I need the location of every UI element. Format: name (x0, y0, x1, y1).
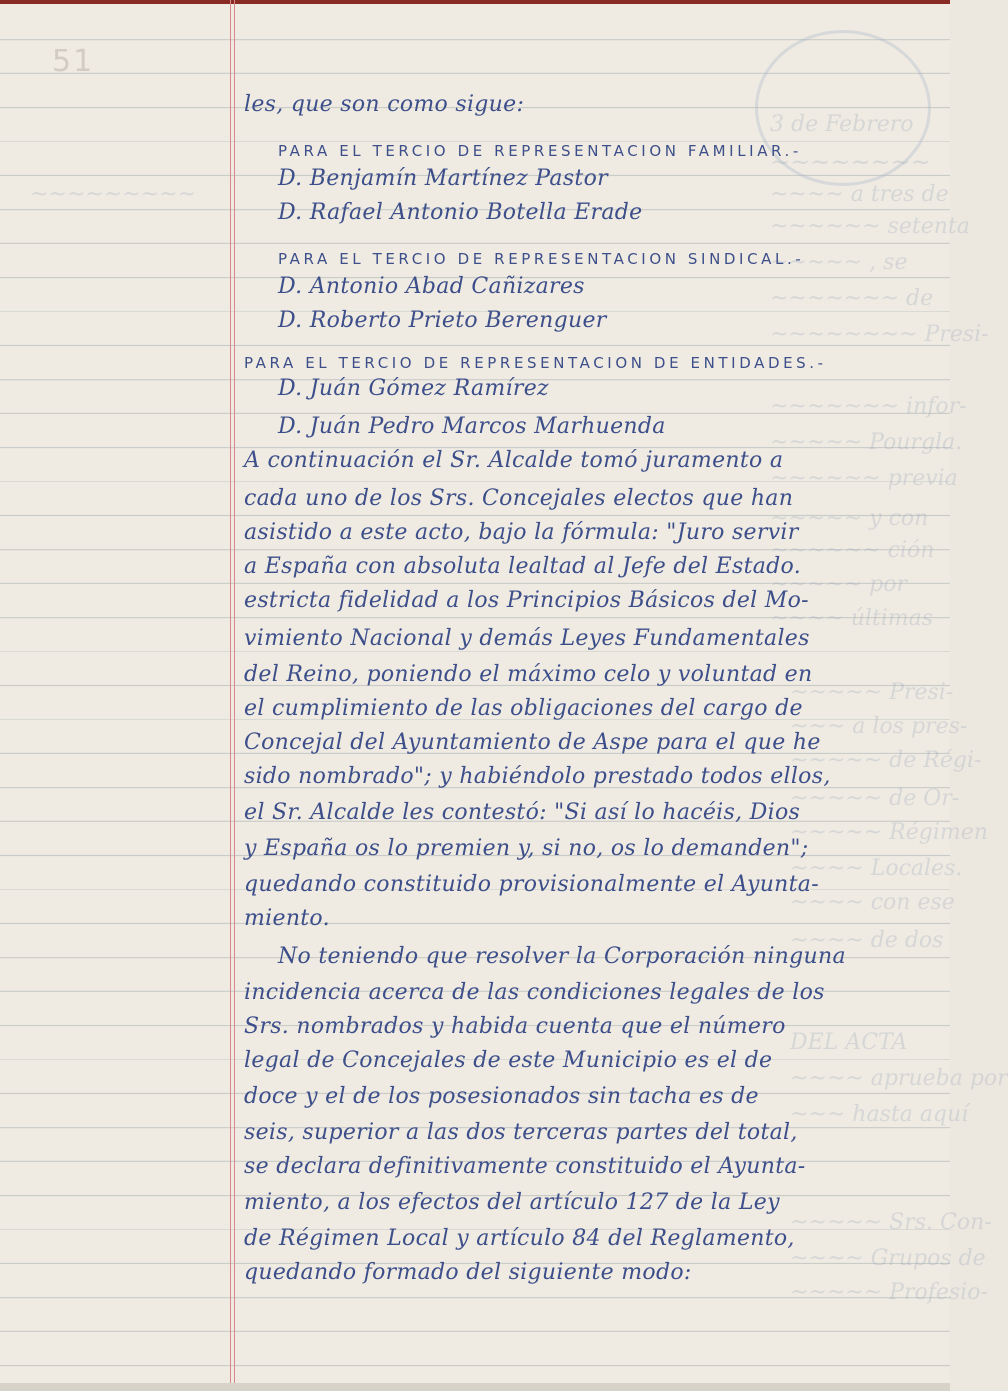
text-line: doce y el de los posesionados sin tacha es de (244, 1084, 759, 1109)
text-line: legal de Concejales de este Municipio es el de (244, 1048, 773, 1073)
section-heading-line: PARA EL TERCIO DE REPRESENTACION FAMILIAR.- (278, 142, 802, 160)
text-line: el Sr. Alcalde les contestó: "Si así lo hacéis, Dios (244, 800, 801, 825)
text-line: quedando constituido provisionalmente el Ayunta- (244, 872, 819, 897)
text-line: y España os lo premien y, si no, os lo demanden"; (244, 836, 809, 861)
text-line: D. Benjamín Martínez Pastor (278, 166, 608, 191)
text-line: D. Juán Gómez Ramírez (278, 376, 549, 401)
text-line: se declara definitivamente constituido el Ayunta- (244, 1154, 806, 1179)
text-line: asistido a este acto, bajo la fórmula: "Juro servir (244, 520, 799, 545)
text-line: A continuación el Sr. Alcalde tomó juramento a (244, 448, 784, 473)
reverse-side-bleed-through: 3 de Febrero ~~~~~~~~ ~~~~~~~~~ ~~~~ a tres de ~~~~~~ setenta ~~~~~ , se ~~~~~~~ de ~~~~~~~~ Presi- ~~~~~~~ infor- ~~~~~ Pourgla. ~~~~~~ previa ~~~~~ y con ~~~~~~ ción ~~~~~ por ~~~~ últimas ~~~~~ Presi- ~~~ a los pres- ~~~~~ de Régi- ~~~~~ de Or- ~~~~~ Régimen ~~~~ Locales. ~~~~ con ese ~~~~ de dos DEL ACTA ~~~~ aprueba por ~~~ hasta aquí ~~~~~ Srs. Con- ~~~~ Grupos de ~~~~~ Profesio- (30, 112, 1008, 1305)
text-line: miento, a los efectos del artículo 127 de la Ley (244, 1190, 780, 1215)
text-line: D. Roberto Prieto Berenguer (278, 308, 607, 333)
text-line: del Reino, poniendo el máximo celo y voluntad en (244, 662, 813, 687)
text-line: el cumplimiento de las obligaciones del cargo de (244, 696, 803, 721)
text-line: de Régimen Local y artículo 84 del Reglamento, (244, 1226, 795, 1251)
text-line: D. Antonio Abad Cañizares (278, 274, 585, 299)
text-line: les, que son como sigue: (244, 92, 525, 117)
text-line: Srs. nombrados y habida cuenta que el número (244, 1014, 786, 1039)
bottom-page-edge (0, 1383, 950, 1391)
text-line: incidencia acerca de las condiciones legales de los (244, 980, 825, 1005)
text-line: seis, superior a las dos terceras partes del total, (244, 1120, 798, 1145)
section-heading-line: PARA EL TERCIO DE REPRESENTACION SINDICAL.- (278, 250, 805, 268)
text-line: cada uno de los Srs. Concejales electos que han (244, 486, 794, 511)
section-heading-line: PARA EL TERCIO DE REPRESENTACION DE ENTIDADES.- (244, 354, 827, 372)
text-line: D. Rafael Antonio Botella Erade (278, 200, 643, 225)
text-line: quedando formado del siguiente modo: (244, 1260, 692, 1285)
text-line: estricta fidelidad a los Principios Básicos del Mo- (244, 588, 809, 613)
page-number: 51 (52, 44, 95, 79)
text-line: vimiento Nacional y demás Leyes Fundamentales (244, 626, 810, 651)
text-line: sido nombrado"; y habiéndolo prestado todos ellos, (244, 764, 831, 789)
text-line: D. Juán Pedro Marcos Marhuenda (278, 414, 666, 439)
text-line: Concejal del Ayuntamiento de Aspe para el que he (244, 730, 821, 755)
text-line: miento. (244, 906, 330, 931)
text-line: No teniendo que resolver la Corporación ninguna (278, 944, 846, 969)
text-line: a España con absoluta lealtad al Jefe del Estado. (244, 554, 802, 579)
